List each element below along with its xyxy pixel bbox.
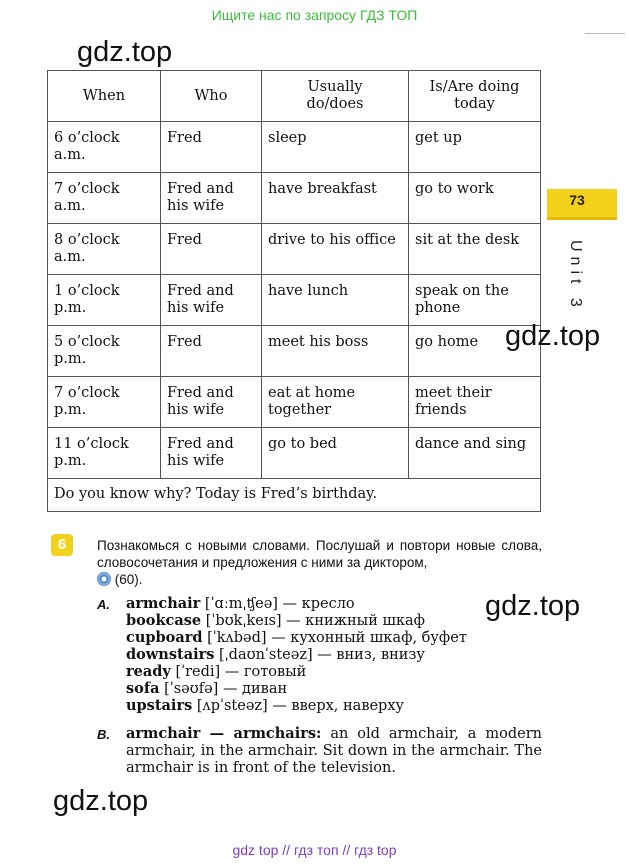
vocab-transcription: [ˈkʌbəd] [207,630,267,646]
section-b [97,725,542,777]
vocab-word: armchair [126,595,201,612]
cell-who: Fred and his wife [161,377,262,428]
cell-who: Fred [161,224,262,275]
watermark: gdz.top [485,590,581,622]
cell-today: sit at the desk [409,224,541,275]
header-when: When [48,71,161,122]
cell-who: Fred and his wife [161,428,262,479]
vocab-meaning: — кресло [282,596,355,612]
cell-today: go to work [409,173,541,224]
cell-usually: have lunch [262,275,409,326]
vocab-meaning: — диван [222,681,288,697]
vocab-word: sofa [126,680,160,697]
cell-usually: drive to his office [262,224,409,275]
cell-who: Fred [161,122,262,173]
audio-reference: (60). [114,572,143,587]
table-header-row [48,71,541,122]
section-b-text: an old armchair, a modern armchair, in the armchair. Sit down in the armchair. The armchair is in front of the television. [126,726,543,776]
vocab-meaning: — кухонный шкаф, буфет [271,630,467,646]
vocab-word: downstairs [126,646,215,663]
header-today [409,71,541,122]
vocab-item [126,629,467,647]
vocab-item [126,680,287,698]
vocab-transcription: [ˈɑːmˌʧeə] [204,596,278,612]
cell-usually: sleep [262,122,409,173]
cell-today: meet their friends [409,377,541,428]
footer-links[interactable]: gdz top // гдз топ // гдз top [232,842,397,858]
corner-rule [585,33,625,34]
unit-label: Unit 3 [567,240,584,312]
header-today-text: Is/Are doing today [429,79,520,112]
cell-today: speak on the phone [409,275,541,326]
cell-today: get up [409,122,541,173]
exercise-instruction [97,537,542,588]
cell-when: 11 o’clock p.m. [48,428,161,479]
table-row [48,173,541,224]
cell-when: 6 o’clock a.m. [48,122,161,173]
vocab-transcription: [ˈredi] [175,664,221,680]
vocab-item [126,612,425,630]
vocab-item [126,663,306,681]
table-row [48,377,541,428]
section-b-head: armchair — armchairs: [126,725,322,742]
header-usually [262,71,409,122]
vocab-meaning: — вверх, наверху [272,698,405,714]
vocab-item [126,595,355,613]
vocab-meaning: — готовый [224,664,307,680]
page-number: 73 [569,192,585,208]
table-row [48,122,541,173]
cell-usually: meet his boss [262,326,409,377]
vocab-word: ready [126,663,171,680]
table-row [48,224,541,275]
watermark: gdz.top [77,36,173,68]
cell-usually: go to bed [262,428,409,479]
vocab-transcription: [ʌpˈsteəz] [196,698,268,714]
cell-when: 5 o’clock p.m. [48,326,161,377]
vocab-meaning: — книжный шкаф [286,613,426,629]
cell-today: go home [409,326,541,377]
vocab-item [126,697,404,715]
vocab-transcription: [ˌdaʊnˈsteəz] [219,647,313,663]
vocab-word: cupboard [126,629,203,646]
section-a-label: A. [97,597,110,612]
cell-who: Fred and his wife [161,173,262,224]
table-row [48,428,541,479]
vocab-meaning: — вниз, внизу [317,647,425,663]
exercise-number-badge: 6 [51,534,73,556]
watermark: gdz.top [505,320,601,352]
cell-when: 1 o’clock p.m. [48,275,161,326]
schedule-table [47,70,541,512]
vocab-transcription: [ˈbʊkˌkeɪs] [205,613,282,629]
section-b-label: B. [97,727,110,742]
section-b-text-block [126,725,542,777]
top-banner[interactable]: Ищите нас по запросу ГДЗ ТОП [211,7,418,23]
table-footer-row [48,479,541,512]
cell-when: 8 o’clock a.m. [48,224,161,275]
watermark: gdz.top [53,785,149,817]
table-footer: Do you know why? Today is Fred’s birthday. [48,479,541,512]
vocab-item [126,646,425,664]
header-usually-text: Usually do/does [306,79,364,112]
cell-usually: eat at home together [262,377,409,428]
cell-today: dance and sing [409,428,541,479]
vocab-word: upstairs [126,697,193,714]
unit-label-box [562,240,592,330]
cell-when: 7 o’clock p.m. [48,377,161,428]
cell-who: Fred and his wife [161,275,262,326]
cell-who: Fred [161,326,262,377]
table-row [48,326,541,377]
cell-usually: have breakfast [262,173,409,224]
table-row [48,275,541,326]
cell-when: 7 o’clock a.m. [48,173,161,224]
vocab-transcription: [ˈsəʊfə] [164,681,219,697]
instruction-text: Познакомься с новыми словами. Послушай и повтори новые слова, словосочетания и предложения с ними за диктором, [97,538,542,570]
header-who: Who [161,71,262,122]
audio-cd-icon[interactable] [97,572,111,586]
vocab-word: bookcase [126,612,202,629]
